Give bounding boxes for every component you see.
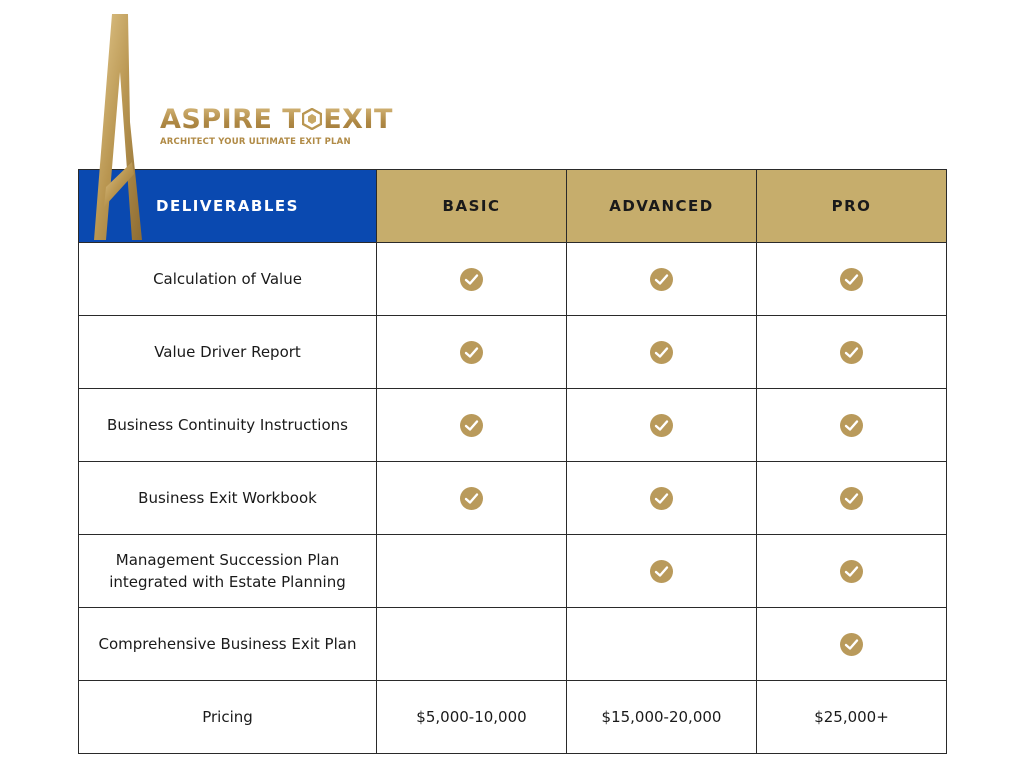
table-row [79, 462, 947, 535]
cell-advanced [567, 462, 757, 535]
row-label: Value Driver Report [79, 316, 377, 389]
table-body [79, 243, 947, 754]
cell-basic [377, 243, 567, 316]
check-icon [460, 268, 483, 291]
cell-advanced [567, 316, 757, 389]
cell-pro [757, 608, 947, 681]
row-label-line-1: Management Succession Plan [115, 551, 340, 569]
table-row [79, 535, 947, 608]
check-icon [840, 268, 863, 291]
cell-pro [757, 243, 947, 316]
pricing-label: Pricing [79, 681, 377, 754]
cell-pro [757, 389, 947, 462]
cell-advanced [567, 389, 757, 462]
cell-basic [377, 462, 567, 535]
brand-name-left: ASPIRE T [160, 104, 302, 135]
cell-basic [377, 535, 567, 608]
pricing-row [79, 681, 947, 754]
check-icon [650, 414, 673, 437]
column-header-pro: PRO [757, 170, 947, 243]
table-header-row [79, 170, 947, 243]
table-row [79, 316, 947, 389]
check-icon [650, 560, 673, 583]
check-icon [840, 487, 863, 510]
column-header-advanced: ADVANCED [567, 170, 757, 243]
table-row [79, 389, 947, 462]
brand-name-right: EXIT [323, 104, 393, 135]
table-row [79, 608, 947, 681]
cell-advanced [567, 535, 757, 608]
check-icon [650, 268, 673, 291]
cell-basic [377, 608, 567, 681]
brand-tagline: ARCHITECT YOUR ULTIMATE EXIT PLAN [160, 137, 351, 147]
check-icon [460, 487, 483, 510]
check-icon [840, 341, 863, 364]
deliverables-table [78, 169, 947, 754]
table-row [79, 243, 947, 316]
hexagon-icon [302, 108, 322, 130]
cell-basic [377, 316, 567, 389]
cell-advanced [567, 608, 757, 681]
check-icon [460, 414, 483, 437]
column-header-basic: BASIC [377, 170, 567, 243]
cell-basic [377, 389, 567, 462]
row-label: Calculation of Value [79, 243, 377, 316]
price-advanced: $15,000-20,000 [567, 681, 757, 754]
cell-pro [757, 535, 947, 608]
cell-pro [757, 316, 947, 389]
check-icon [840, 633, 863, 656]
check-icon [840, 560, 863, 583]
check-icon [840, 414, 863, 437]
row-label: Business Exit Workbook [79, 462, 377, 535]
price-basic: $5,000-10,000 [377, 681, 567, 754]
check-icon [460, 341, 483, 364]
price-pro: $25,000+ [757, 681, 947, 754]
row-label: Business Continuity Instructions [79, 389, 377, 462]
brand-logo [160, 104, 393, 148]
check-icon [650, 487, 673, 510]
row-label: Comprehensive Business Exit Plan [79, 608, 377, 681]
column-header-deliverables: DELIVERABLES [79, 170, 377, 243]
row-label-line-2: integrated with Estate Planning [109, 573, 346, 591]
brand-name [160, 104, 393, 136]
cell-advanced [567, 243, 757, 316]
row-label [79, 535, 377, 608]
cell-pro [757, 462, 947, 535]
check-icon [650, 341, 673, 364]
